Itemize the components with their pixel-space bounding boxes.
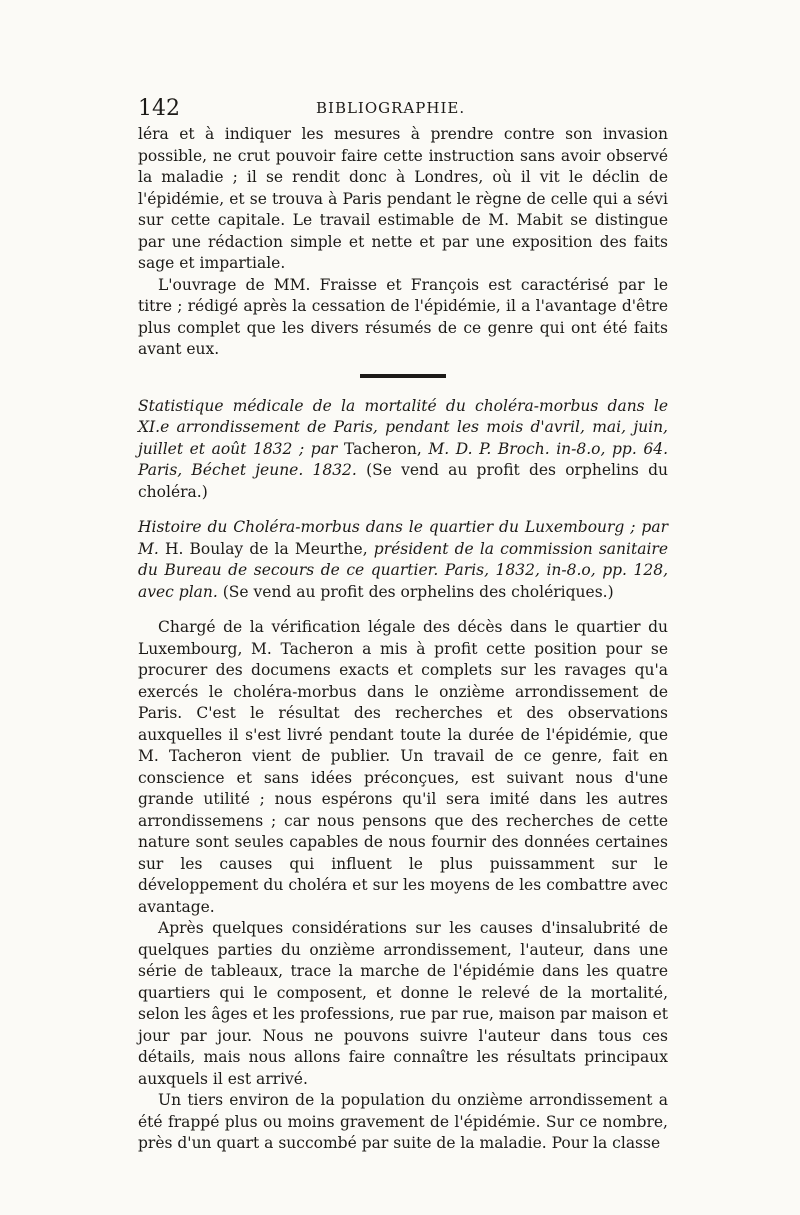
paragraph: Après quelques considérations sur les causes d'insalubrité de quelques parties du onzième arrondissement, l'auteur, dans une série de tableaux, trace la marche de l'épidémie dans les quatre quartiers qui le composent, et donne le relevé de la mortalité, selon les âges et les professions, rue par rue, maison par maison et jour par jour. Nous ne pouvons suivre l'auteur dans tous ces détails, mais nous allons faire connaître les résultats principaux auxquels il est arrivé. — [138, 919, 668, 1088]
entry-details: président de la commission sanitaire du Bureau de secours de ce quartier. Paris, 1832, in-8.o, pp. 128, avec plan. — [138, 539, 668, 601]
entry-author: H. Boulay de la Meurthe, — [164, 539, 368, 558]
page-body — [138, 124, 668, 1155]
entry-title: Histoire du Choléra-morbus dans le quartier du Luxembourg ; par M. — [138, 518, 668, 558]
running-title: BIBLIOGRAPHIE. — [316, 99, 466, 117]
paragraph: L'ouvrage de MM. Fraisse et François est caractérisé par le titre ; rédigé après la cessation de l'épidémie, il a l'avantage d'être plus complet que les divers résumés de ce genre qui ont été faits avant eux. — [138, 275, 668, 358]
paragraph: Chargé de la vérification légale des décès dans le quartier du Luxembourg, M. Tacheron a mis à profit cette position pour se procurer des documens exacts et complets sur les ravages qu'a exercés le choléra-morbus dans le onzième arrondissement de Paris. C'est le résultat des recherches et des observations auxquelles il s'est livré pendant toute la durée de l'épidémie, que M. Tacheron vient de publier. Un travail de ce genre, fait en conscience et sans idées préconçues, est suivant nous d'une grande utilité ; nous espérons qu'il sera imité dans les autres arrondissemens ; car nous pensons que des recherches de cette nature sont seules capables de nous fournir des données certaines sur les causes qui influent le plus puissamment sur le développement du choléra et sur les moyens de les combattre avec avantage. — [138, 618, 668, 916]
bibliography-entry — [138, 517, 668, 603]
entry-author: Tacheron, — [343, 439, 422, 458]
paragraph: léra et à indiquer les mesures à prendre contre son invasion possible, ne crut pouvoir faire cette instruction sans avoir observé la maladie ; il se rendit donc à Londres, où il vit le déclin de l'épidémie, et se trouva à Paris pendant le règne de celle qui a sévi sur cette capitale. Le travail estimable de M. Mabit se distingue par une rédaction simple et nette et par une exposition des faits sage et impartiale. — [138, 125, 668, 272]
entry-title: Statistique médicale de la mortalité du choléra-morbus dans le XI.e arrondissement de Paris, pendant les mois d'avril, mai, juin, juillet et août 1832 ; par — [138, 396, 668, 458]
paragraph: Un tiers environ de la population du onzième arrondissement a été frappé plus ou moins gravement de l'épidémie. Sur ce nombre, près d'un quart a succombé par suite de la maladie. Pour la classe — [138, 1091, 668, 1152]
section-divider — [360, 374, 446, 378]
entry-note: (Se vend au profit des orphelins des cholériques.) — [222, 582, 614, 601]
entry-note: (Se vend au profit des orphelins du choléra.) — [138, 461, 668, 501]
bibliography-entry — [138, 396, 668, 504]
page-header — [138, 96, 668, 126]
page-number: 142 — [138, 96, 180, 121]
entry-details: M. D. P. Broch. in-8.o, pp. 64. Paris, Béchet jeune. 1832. — [138, 439, 669, 479]
